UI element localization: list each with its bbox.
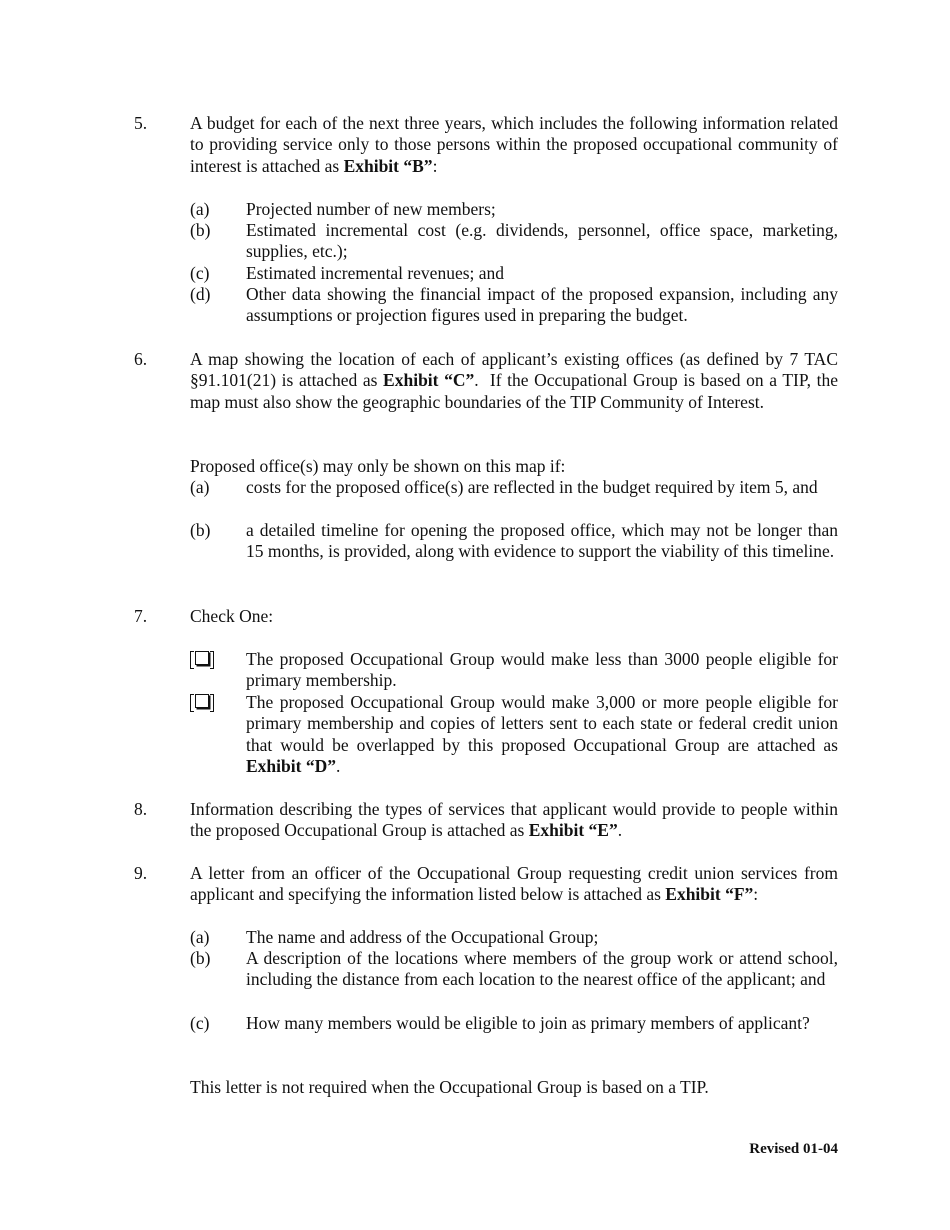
item-9c-text: How many members would be eligible to join as primary members of applicant? [246,1013,810,1033]
option-1-text: The proposed Occupational Group would make less than 3000 people eligible for primary membership. [246,649,838,691]
item-6b-letter: (b) [190,520,211,540]
item-6-number: 6. [134,349,148,369]
item-5d-letter: (d) [190,284,211,304]
exhibit-f-label: Exhibit “F” [665,884,754,905]
option-2-text: The proposed Occupational Group would make 3,000 or more people eligible for primary membership and copies of letters sent to each state or federal credit union that would be overlapped by this proposed Occupational Group are attached as Exhibit “D”. [246,692,838,777]
item-9b-letter: (b) [190,948,211,968]
exhibit-d-label: Exhibit “D” [246,756,336,777]
item-5b-letter: (b) [190,220,211,240]
item-9b-text: A description of the locations where members of the group work or attend school, including the distance from each location to the nearest office of the applicant; and [246,948,838,990]
revision-label: Revised 01-04 [749,1141,838,1157]
item-5-text: A budget for each of the next three years, which includes the following information related to providing service only to those persons within the proposed occupational community of interest is attached as Exhibit “B”: [190,113,838,176]
item-8-text: Information describing the types of services that applicant would provide to people within the proposed Occupational Group is attached as Exhibit “E”. [190,799,838,841]
option-1-checkbox[interactable] [190,650,214,668]
item-5c-text: Estimated incremental revenues; and [246,263,505,283]
item-5a-text: Projected number of new members; [246,199,496,219]
item-6-text: A map showing the location of each of applicant’s existing offices (as defined by 7 TAC §91.101(21) is attached as Exhibit “C”. If the Occupational Group is based on a TIP, the map must also show the geographic boundaries of the TIP Community of Interest. [190,349,843,412]
item-9a-letter: (a) [190,927,210,947]
exhibit-b-label: Exhibit “B” [343,155,433,176]
item-9a-text: The name and address of the Occupational Group; [246,927,599,947]
option-2-checkbox[interactable] [190,693,214,711]
item-9-note: This letter is not required when the Occupational Group is based on a TIP. [190,1077,709,1097]
item-5c-letter: (c) [190,263,210,283]
item-6b-text: a detailed timeline for opening the proposed office, which may not be longer than 15 months, is provided, along with evidence to support the viability of this timeline. [246,520,838,562]
item-5a-letter: (a) [190,199,210,219]
item-5d-text: Other data showing the financial impact of the proposed expansion, including any assumptions or projection figures used in preparing the budget. [246,284,838,326]
item-6a-letter: (a) [190,477,210,497]
checkbox-square-icon [195,651,209,665]
item-5b-text: Estimated incremental cost (e.g. dividends, personnel, office space, marketing, supplies, etc.); [246,220,838,262]
item-6a-text: costs for the proposed office(s) are reflected in the budget required by item 5, and [246,477,818,497]
item-5-number: 5. [134,113,148,133]
item-7-heading: Check One: [190,606,274,626]
item-9c-letter: (c) [190,1013,210,1033]
item-9-number: 9. [134,863,148,883]
item-8-number: 8. [134,799,148,819]
item-9-text: A letter from an officer of the Occupational Group requesting credit union services from applicant and specifying the information listed below is attached as Exhibit “F”: [190,863,838,905]
exhibit-c-label: Exhibit “C” [383,370,475,391]
checkbox-square-icon [195,694,209,708]
exhibit-e-label: Exhibit “E” [528,820,618,841]
item-7-number: 7. [134,606,148,626]
item-6-proposed-intro: Proposed office(s) may only be shown on this map if: [190,456,566,476]
